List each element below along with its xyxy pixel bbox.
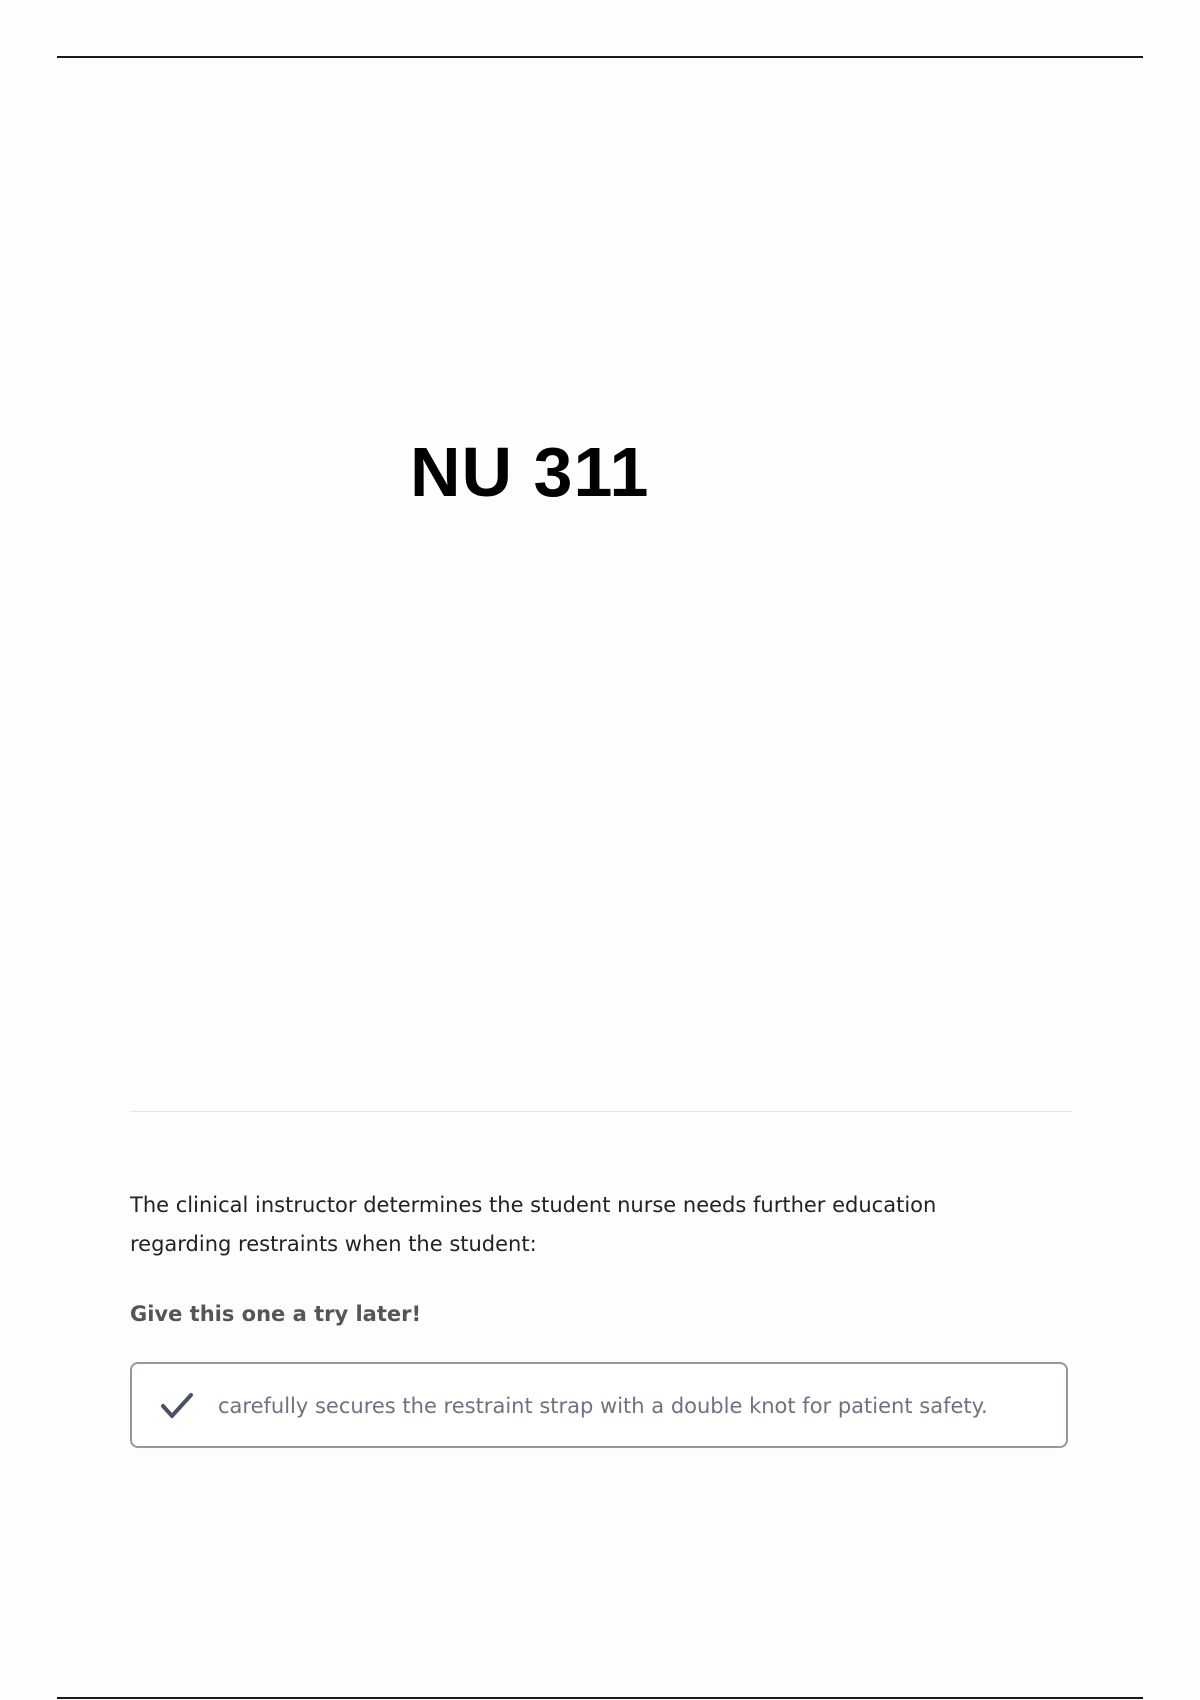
check-icon	[160, 1391, 194, 1421]
top-rule	[57, 56, 1143, 58]
hint-text: Give this one a try later!	[130, 1302, 422, 1326]
course-title: NU 311	[410, 433, 650, 511]
bottom-rule	[57, 1697, 1143, 1699]
section-divider	[130, 1111, 1072, 1112]
answer-option[interactable]	[130, 1362, 1068, 1448]
question-text: The clinical instructor determines the student nurse needs further education regarding restraints when the student:	[130, 1193, 937, 1256]
answer-text: carefully secures the restraint strap with a double knot for patient safety.	[218, 1394, 988, 1418]
